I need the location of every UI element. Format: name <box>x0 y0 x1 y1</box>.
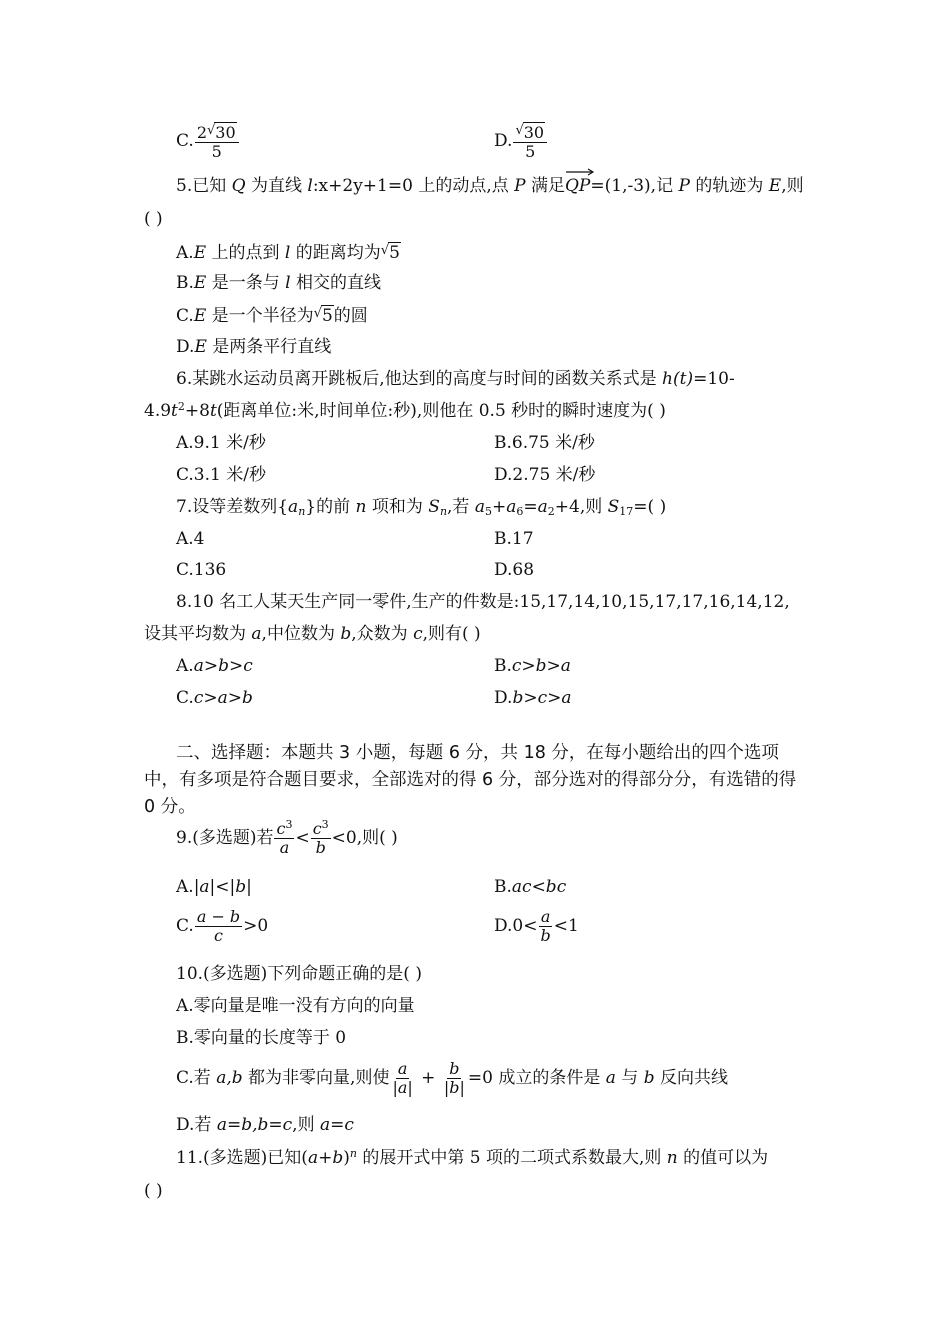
q11-stem: 11.(多选题)已知$(a+b)^n$ 的展开式中第 5 项的二项式系数最大,则 n 的值可以为 <box>176 1147 769 1168</box>
q7-option-d[interactable]: D.68 <box>494 560 535 580</box>
q9-option-c[interactable]: C. $\frac{a - b}{c}$ >0 <box>176 907 269 945</box>
q8-option-d[interactable]: D.b>c>a <box>494 688 572 708</box>
fraction: $\frac{a - b}{c}$ <box>196 907 241 945</box>
q5-answer-paren: ( ) <box>144 209 163 229</box>
sqrt-symbol: √30 <box>207 123 236 142</box>
q6-option-a[interactable]: A.9.1 米/秒 <box>176 433 266 453</box>
q4-option-d[interactable]: D. $\frac{^√30}{5}$ <box>494 118 548 164</box>
q6-option-c[interactable]: C.3.1 米/秒 <box>176 465 266 485</box>
q7-option-b[interactable]: B.17 <box>494 529 534 549</box>
fraction: $\frac{c^3}{b}$ <box>312 818 329 857</box>
fraction: $\frac{2^√30}{5}$ <box>195 122 239 161</box>
sqrt-symbol: √30 <box>515 123 545 142</box>
q7-option-a[interactable]: A.4 <box>176 529 205 549</box>
q10-option-b[interactable]: B.零向量的长度等于 0 <box>176 1028 347 1048</box>
q8-option-c[interactable]: C.c>a>b <box>176 688 253 708</box>
q5-option-b[interactable]: B.E 是一条与 l 相交的直线 <box>176 273 381 293</box>
q7-option-c[interactable]: C.136 <box>176 560 227 580</box>
q6-stem-line2: $4.9t^2+8t$(距离单位:米,时间单位:秒),则他在 0.5 秒时的瞬时速度为( ) <box>144 400 666 421</box>
q6-option-d[interactable]: D.2.75 米/秒 <box>494 465 596 485</box>
q5-stem: 5.已知 Q 为直线 l:x+2y+1=0 上的动点,点 P 满足 QP=(1,-3),记 P 的轨迹为 E,则 <box>176 175 804 197</box>
q8-option-a[interactable]: A.a>b>c <box>176 656 253 676</box>
q10-stem: 10.(多选题)下列命题正确的是( ) <box>176 964 422 984</box>
q6-stem-line1: 6.某跳水运动员离开跳板后,他达到的高度与时间的函数关系式是 h(t)=10- <box>176 369 735 389</box>
q8-stem-line1: 8.10 名工人某天生产同一零件,生产的件数是:15,17,14,10,15,17,17,16,14,12, <box>176 592 790 612</box>
fraction: $\frac{^√30}{5}$ <box>513 122 547 161</box>
q9-stem: 9.(多选题)若 $\frac{c^3}{a}$ < $\frac{c^3}{b}$ <0,则( ) <box>176 818 398 857</box>
q7-stem: 7.设等差数列$\{a_n\}$的前 n 项和为 $S_n$,若 $a_5+a_6=a_2+4$,则 $S_{17}=$( ) <box>176 497 667 518</box>
q9-option-d[interactable]: D.0< $\frac{a}{b}$ <1 <box>494 907 579 945</box>
section-2-instructions: 二、选择题：本题共 3 小题，每题 6 分，共 18 分，在每小题给出的四个选项中，有多项是符合题目要求，全部选对的得 6 分，部分选对的得部分分，有选错的得 0 分。 <box>144 743 797 817</box>
q6-option-b[interactable]: B.6.75 米/秒 <box>494 433 595 453</box>
sqrt-symbol: √5 <box>313 306 333 326</box>
fraction: $\frac{b}{|b|}$ <box>443 1059 465 1097</box>
q10-option-a[interactable]: A.零向量是唯一没有方向的向量 <box>176 996 415 1016</box>
q8-stem-line2: 设其平均数为 a,中位数为 b,众数为 c,则有( ) <box>144 624 481 644</box>
vector-qp: QP <box>565 175 590 197</box>
q11-answer-paren: ( ) <box>144 1181 163 1201</box>
q10-option-d[interactable]: D.若 a=b,b=c,则 a=c <box>176 1115 354 1135</box>
q5-option-c[interactable]: C.E 是一个半径为√5的圆 <box>176 303 368 327</box>
q9-option-b[interactable]: B.ac<bc <box>494 877 567 897</box>
vector-arrow-icon <box>565 168 595 176</box>
q8-option-b[interactable]: B.c>b>a <box>494 656 571 676</box>
fraction: $\frac{c^3}{a}$ <box>276 818 293 857</box>
fraction: $\frac{a}{b}$ <box>540 907 551 945</box>
q5-option-d[interactable]: D.E 是两条平行直线 <box>176 337 332 357</box>
q5-option-a[interactable]: A.E 上的点到 l 的距离均为√5 <box>176 240 401 264</box>
q4-option-c[interactable]: C. $\frac{2^√30}{5}$ <box>176 118 240 164</box>
q10-option-c[interactable]: C.若 a,b 都为非零向量,则使 $\frac{a}{|a|}$ + $\frac{b}{|b|}$ =0 成立的条件是 a 与 b 反向共线 <box>176 1059 728 1097</box>
sqrt-symbol: √5 <box>380 243 400 263</box>
q9-option-a[interactable]: A.|a|<|b| <box>176 877 252 897</box>
fraction: $\frac{a}{|a|}$ <box>392 1059 413 1097</box>
